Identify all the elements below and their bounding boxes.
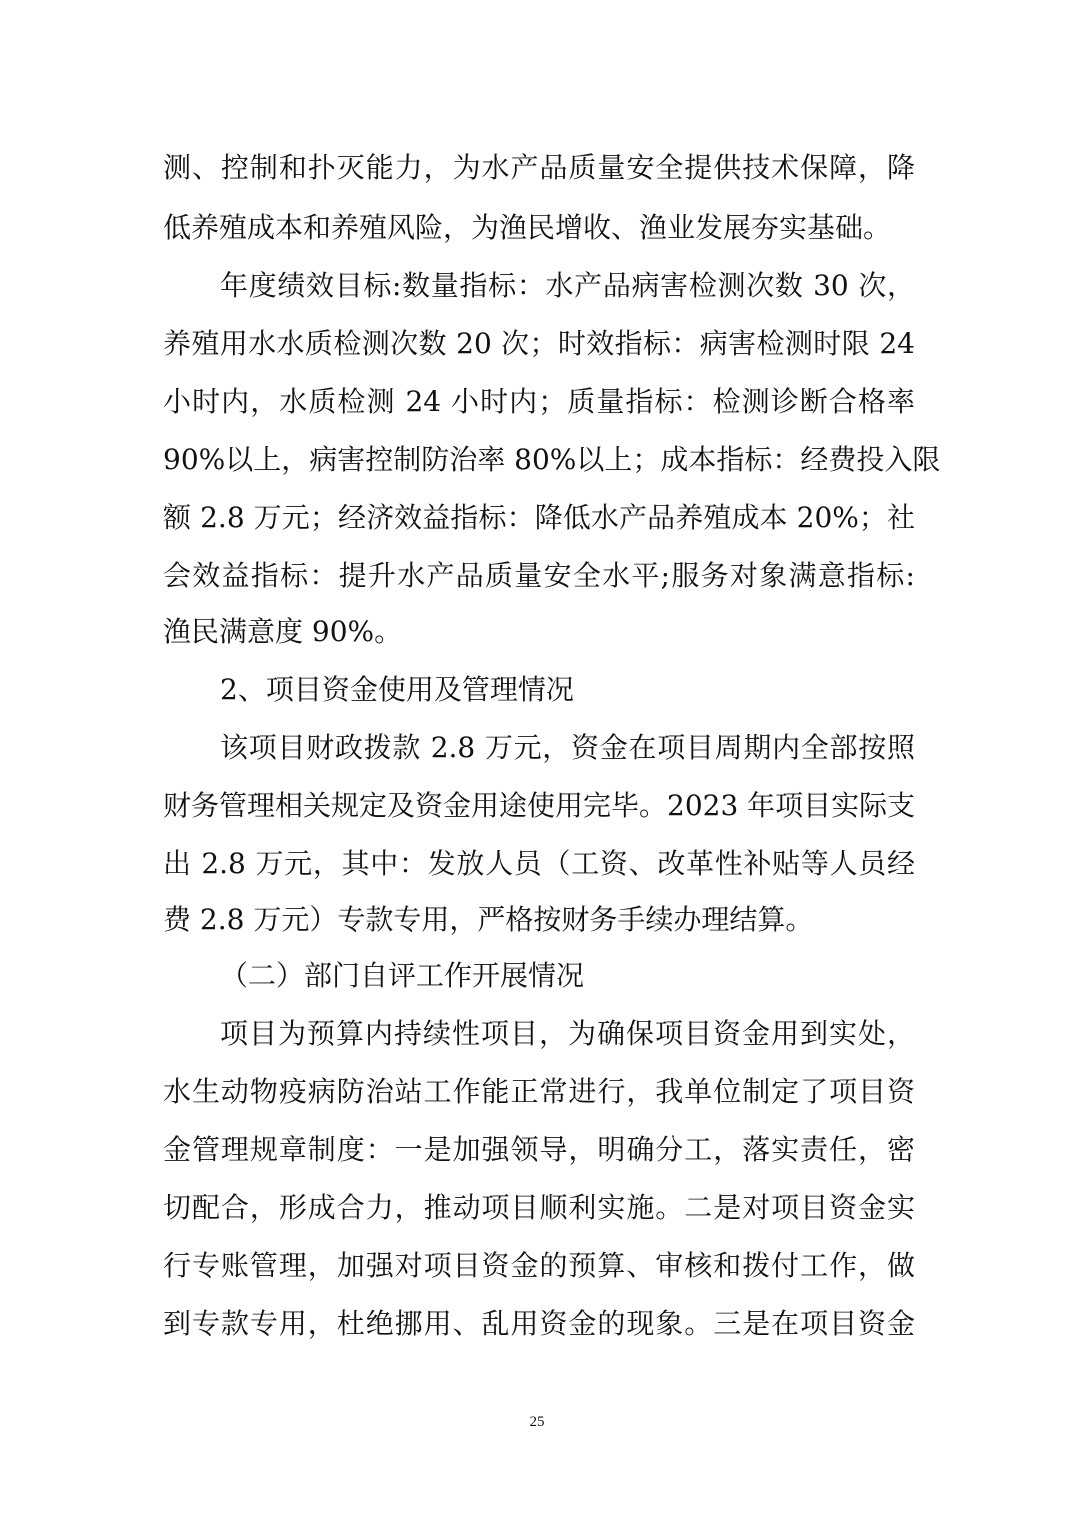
body-text-line: 项目为预算内持续性项目，为确保项目资金用到实处，: [220, 1017, 915, 1050]
body-text-line: 渔民满意度 90%。: [163, 615, 403, 648]
body-text-line: 金管理规章制度：一是加强领导，明确分工，落实责任，密: [163, 1133, 915, 1166]
page-number: 25: [529, 1414, 545, 1430]
body-text-line: 到专款专用，杜绝挪用、乱用资金的现象。三是在项目资金: [163, 1307, 915, 1340]
body-text-line: 该项目财政拨款 2.8 万元，资金在项目周期内全部按照: [220, 731, 915, 764]
section-heading: 2、项目资金使用及管理情况: [220, 673, 574, 706]
body-text-line: 测、控制和扑灭能力，为水产品质量安全提供技术保障，降: [163, 151, 915, 184]
body-text-line: 额 2.8 万元；经济效益指标：降低水产品养殖成本 20%；社: [163, 501, 915, 534]
body-text-line: 行专账管理，加强对项目资金的预算、审核和拨付工作，做: [163, 1249, 915, 1282]
body-text-line: 90%以上，病害控制防治率 80%以上；成本指标：经费投入限: [163, 443, 941, 476]
body-text-line: 小时内，水质检测 24 小时内；质量指标：检测诊断合格率: [163, 385, 915, 418]
body-text-line: 会效益指标：提升水产品质量安全水平;服务对象满意指标:: [163, 559, 915, 592]
body-text-line: 低养殖成本和养殖风险，为渔民增收、渔业发展夯实基础。: [163, 211, 892, 244]
body-text-line: 水生动物疫病防治站工作能正常进行，我单位制定了项目资: [163, 1075, 915, 1108]
body-text-line: 出 2.8 万元，其中：发放人员（工资、改革性补贴等人员经: [163, 847, 915, 880]
body-text-line: 费 2.8 万元）专款专用，严格按财务手续办理结算。: [163, 903, 814, 936]
body-text-line: 养殖用水水质检测次数 20 次；时效指标：病害检测时限 24: [163, 327, 915, 360]
body-text-line: 切配合，形成合力，推动项目顺利实施。二是对项目资金实: [163, 1191, 915, 1224]
section-heading: （二）部门自评工作开展情况: [220, 959, 585, 992]
body-text-line: 财务管理相关规定及资金用途使用完毕。2023 年项目实际支: [163, 789, 916, 822]
body-text-line: 年度绩效目标:数量指标：水产品病害检测次数 30 次，: [220, 269, 915, 302]
